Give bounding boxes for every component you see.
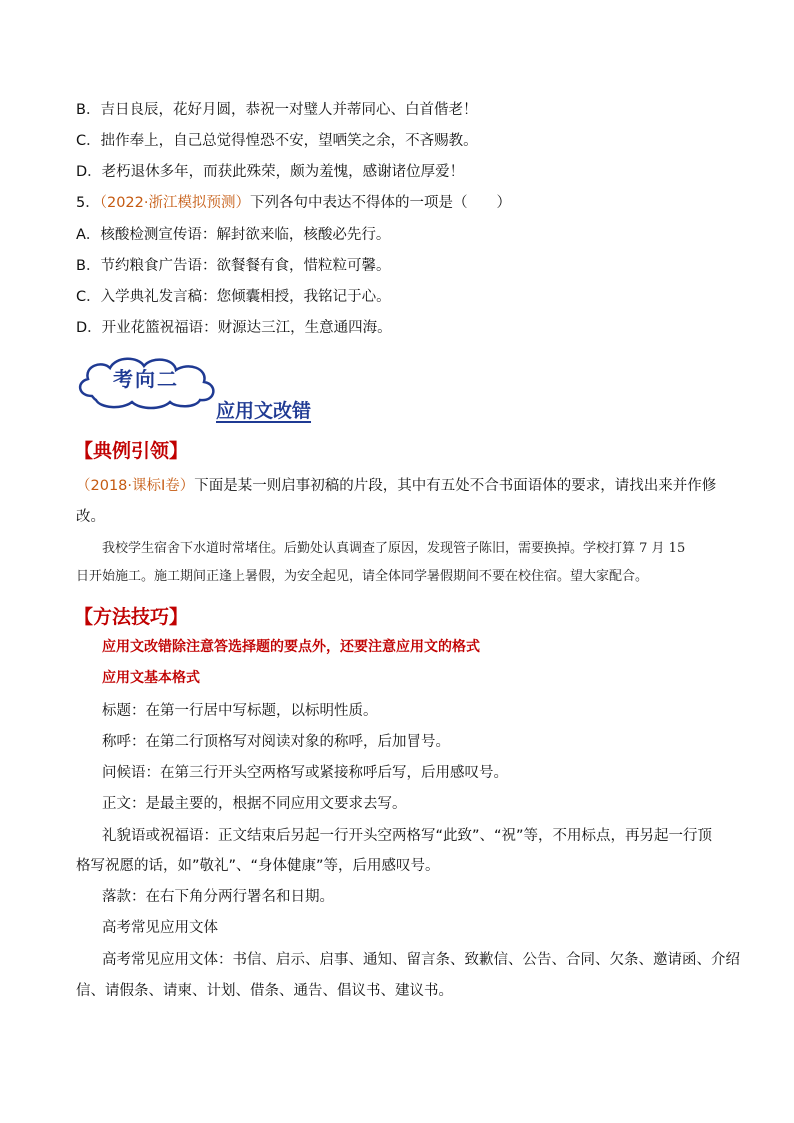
rule-salutation: 称呼：在第二行顶格写对阅读对象的称呼，后加冒号。 (102, 734, 450, 750)
rule-courtesy-line2: 格写祝愿的话，如”敬礼”、“身体健康”等，后用感叹号。 (76, 858, 440, 874)
format-title: 应用文基本格式 (102, 670, 200, 686)
rule-body: 正文：是最主要的，根据不同应用文要求去写。 (102, 796, 407, 812)
prev-option-b: B．吉日良辰，花好月圆，恭祝一对璧人并蒂同心、白首偕老！ (76, 102, 478, 118)
example-stem-text: 下面是某一则启事初稿的片段，其中有五处不合书面语体的要求，请找出来并作修 (194, 478, 717, 494)
question-source: （2022·浙江模拟预测） (99, 195, 250, 211)
example-heading: 【典例引领】 (74, 440, 189, 462)
q5-option-c: C．入学典礼发言稿：您倾囊相授，我铭记于心。 (76, 289, 391, 305)
question-5-stem (76, 193, 511, 213)
example-stem-line1 (76, 476, 716, 496)
method-heading: 【方法技巧】 (74, 606, 189, 628)
section-badge-label: 考向二 (113, 367, 179, 391)
rule-title: 标题：在第一行居中写标题，以标明性质。 (102, 703, 378, 719)
example-passage-line1: 我校学生宿舍下水道时常堵住。后勤处认真调查了原因，发现管子陈旧，需要换掉。学校打算 7 月 15 (102, 541, 686, 556)
example-stem-line2: 改。 (76, 509, 105, 525)
section-title: 应用文改错 (216, 400, 312, 422)
method-tip: 应用文改错除注意答选择题的要点外，还要注意应用文的格式 (102, 639, 480, 655)
common-line2: 信、请假条、请柬、计划、借条、通告、倡议书、建议书。 (76, 983, 453, 999)
common-title: 高考常见应用文体 (102, 920, 218, 936)
q5-option-b: B．节约粮食广告语：欲餐餐有食，惜粒粒可馨。 (76, 258, 391, 274)
rule-signature: 落款：在右下角分两行署名和日期。 (102, 889, 334, 905)
example-passage-line2: 日开始施工。施工期间正逢上暑假，为安全起见，请全体同学暑假期间不要在校住宿。望大家配合。 (76, 569, 649, 584)
rule-courtesy-line1: 礼貌语或祝福语：正文结束后另起一行开头空两格写“此致”、“祝”等，不用标点，再另起一行顶 (102, 828, 713, 844)
prev-option-d: D．老朽退休多年，而获此殊荣，颇为羞愧，感谢诸位厚爱！ (76, 164, 465, 180)
common-line1: 高考常见应用文体：书信、启示、启事、通知、留言条、致歉信、公告、合同、欠条、邀请函、介绍 (102, 952, 740, 968)
question-number: 5． (76, 195, 100, 211)
prev-option-c: C．拙作奉上，自己总觉得惶恐不安，望哂笑之余，不吝赐教。 (76, 133, 478, 149)
question-text: 下列各句中表达不得体的一项是（ ） (250, 195, 511, 211)
example-source: （2018·课标Ⅰ卷） (76, 478, 195, 494)
q5-option-a: A．核酸检测宣传语：解封欲来临，核酸必先行。 (76, 227, 391, 243)
rule-greeting: 问候语：在第三行开头空两格写或紧接称呼后写，后用感叹号。 (102, 765, 508, 781)
q5-option-d: D．开业花篮祝福语：财源达三江，生意通四海。 (76, 320, 392, 336)
